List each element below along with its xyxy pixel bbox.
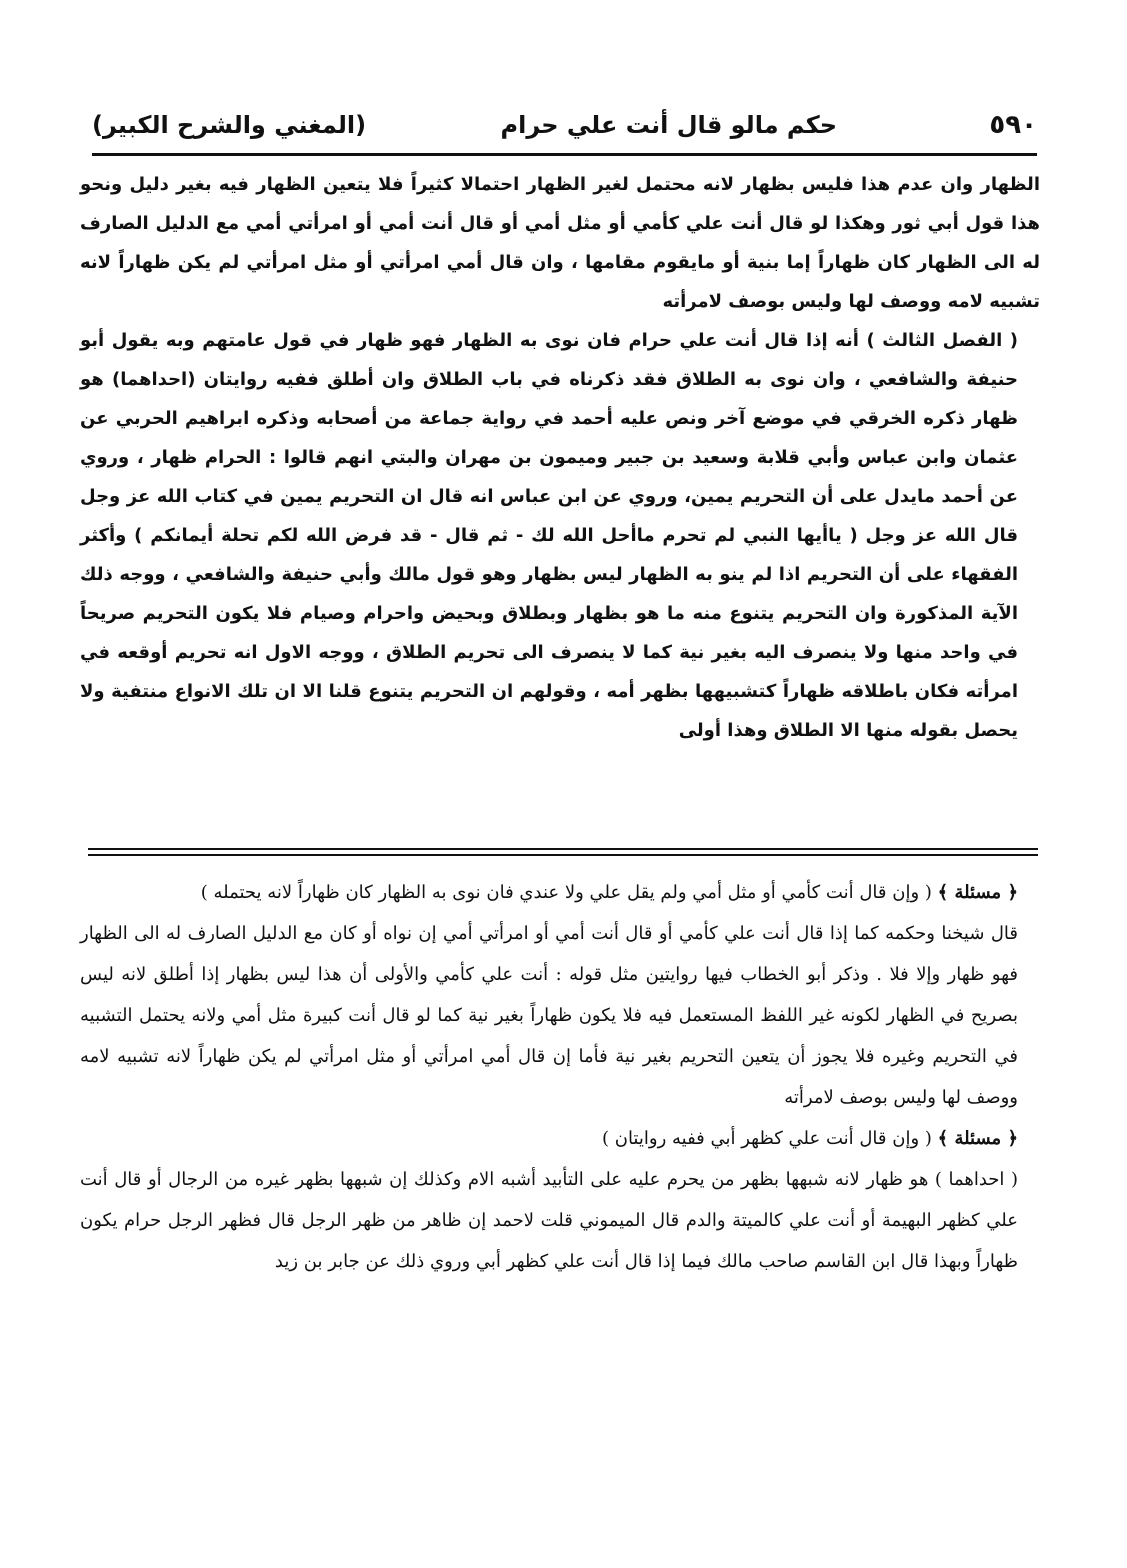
commentary-text [80,165,1040,750]
masala-label: ﴿ مسئلة ﴾ [937,1128,1018,1149]
running-title: حكم مالو قال أنت علي حرام [500,111,837,139]
matn-text [80,872,1040,1282]
section-separator [88,848,1038,856]
page-header [92,100,1037,150]
matn-paragraph: قال شيخنا وحكمه كما إذا قال أنت علي كأمي أو قال أنت أمي أو امرأتي أمي إن نواه أو كان مع الدليل الصارف له الى الظهار فهو ظهار وإلا فلا . وذكر أبو الخطاب فيها روايتين مثل قوله : أنت علي كأمي والأولى أن هذا ليس بظهار إذا أطلق لانه ليس بصريح في الظهار لكونه غير اللفظ المستعمل فيه فلا يكون ظهاراً بغير نية كما لو قال أنت كبيرة مثل أمي ولانه يحتمل التشبيه في التحريم وغيره فلا يجوز أن يتعين التحريم بغير نية فأما إن قال أمي امرأتي أو مثل امرأتي لم يكن ظهاراً لانه تشبيه لامه ووصف لها وليس بوصف لامرأته [80,923,1018,1108]
commentary-paragraph [80,321,1040,750]
page-number: ٥٩٠ [989,110,1037,140]
masala-label: ﴿ مسئلة ﴾ [937,882,1018,903]
masala-text: ( وإن قال أنت علي كظهر أبي ففيه روايتان ) [601,1128,932,1149]
section-text: أنه إذا قال أنت علي حرام فان نوى به الظهار فهو ظهار في قول عامتهم وبه يقول أبو حنيفة والشافعي ، وان نوى به الطلاق فقد ذكرناه في باب الطلاق وان أطلق ففيه روايتان (احداهما) هو ظهار ذكره الخرقي في موضع آخر ونص عليه أحمد في رواية جماعة من أصحابه وذكره ابراهيم الحربي عن عثمان وابن عباس وأبي قلابة وسعيد بن جبير وميمون بن مهران والبتي انهم قالوا : الحرام ظهار ، وروي عن أحمد مايدل على أن التحريم يمين، وروي عن ابن عباس انه قال ان التحريم يمين في كتاب الله عز وجل قال الله عز وجل ( ياأيها النبي لم تحرم ماأحل الله لك - ثم قال - قد فرض الله لكم تحلة أيمانكم ) وأكثر الفقهاء على أن التحريم اذا لم ينو به الظهار ليس بظهار وهو قول مالك وأبي حنيفة والشافعي ، ووجه ذلك الآية المذكورة وان التحريم يتنوع منه ما هو بظهار وبطلاق وبحيض واحرام وصيام فلا يكون التحريم صريحاً في واحد منها ولا ينصرف اليه بغير نية كما لا ينصرف الى تحريم الطلاق ، ووجه الاول انه تحريم أوقعه في امرأته فكان باطلاقه ظهاراً كتشبيهها بظهر أمه ، وقولهم ان التحريم يتنوع قلنا الا ان تلك الانواع منتفية ولا يحصل بقوله منها الا الطلاق وهذا أولى [80,330,1018,741]
header-rule [92,153,1037,156]
masala-paragraph [80,872,1040,913]
commentary-paragraph: الظهار وان عدم هذا فليس بظهار لانه محتمل لغير الظهار احتمالا كثيراً فلا يتعين الظهار فيه بغير دليل ونحو هذا قول أبي ثور وهكذا لو قال أنت علي كأمي أو مثل أمي أو قال أنت أمي أو امرأتي أمي مع الدليل الصارف له الى الظهار كان ظهاراً إما بنية أو مايقوم مقامها ، وان قال أمي امرأتي أو مثل امرأتي لم يكن ظهاراً لانه تشبيه لامه ووصف لها وليس بوصف لامرأته [80,174,1040,312]
masala-text: ( وإن قال أنت كأمي أو مثل أمي ولم يقل علي ولا عندي فان نوى به الظهار كان ظهاراً لانه يحتمله ) [200,882,932,903]
masala-paragraph [80,1118,1040,1159]
matn-paragraph: ( احداهما ) هو ظهار لانه شبهها بظهر من يحرم عليه على التأبيد أشبه الام وكذلك إن شبهها بظهر غيره من الرجال أو قال أنت علي كظهر البهيمة أو أنت علي كالميتة والدم قال الميموني قلت لاحمد إن ظاهر من ظهر الرجل قال فظهر الرجل حرام يكون ظهاراً وبهذا قال ابن القاسم صاحب مالك فيما إذا قال أنت علي كظهر أبي وروي ذلك عن جابر بن زيد [80,1169,1018,1272]
section-label: ( الفصل الثالث ) [866,330,1018,351]
book-title: (المغني والشرح الكبير) [92,111,367,139]
